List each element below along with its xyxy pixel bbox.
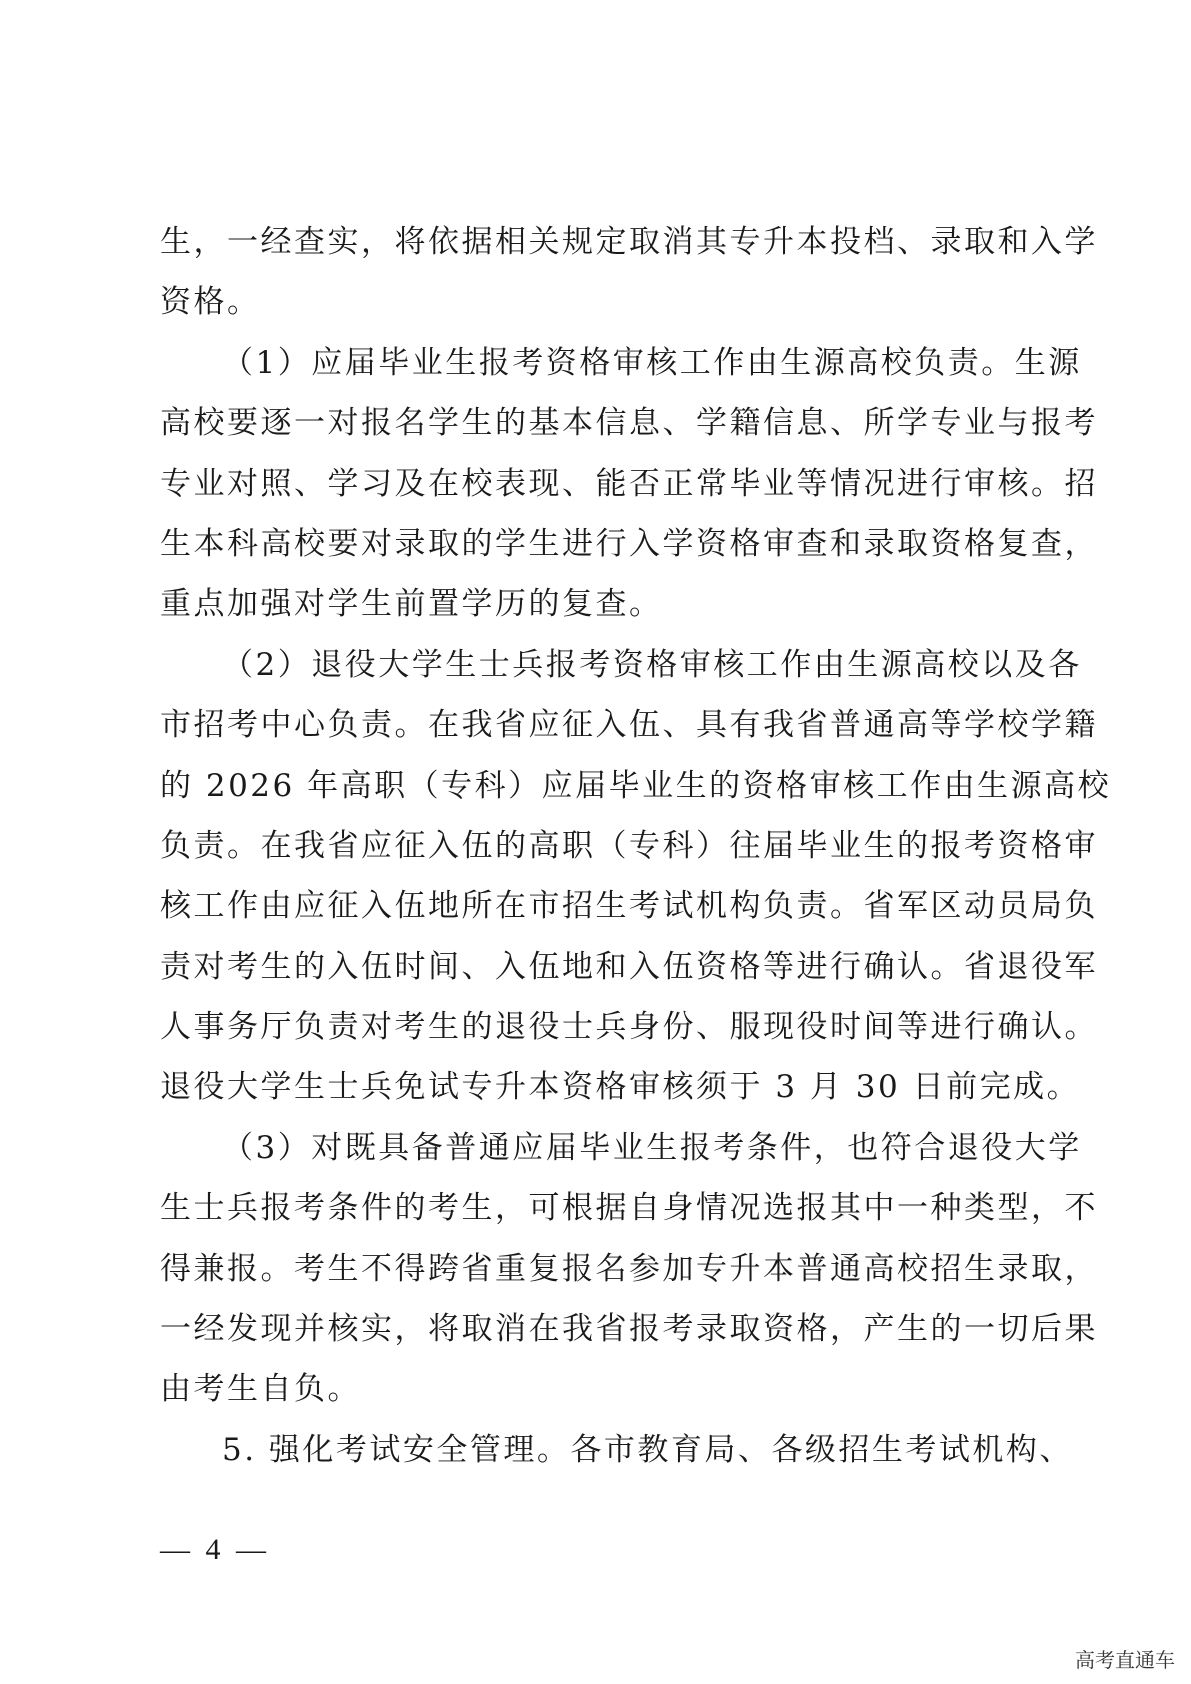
body-text [160, 212, 1112, 1480]
text-line: 生本科高校要对录取的学生进行入学资格审查和录取资格复查， [160, 525, 1098, 562]
text-line: 责对考生的入伍时间、入伍地和入伍资格等进行确认。省退役军 [160, 948, 1098, 985]
watermark: 高考直通车 [1071, 1646, 1179, 1674]
text-line: 得兼报。考生不得跨省重复报名参加专升本普通高校招生录取， [160, 1250, 1098, 1287]
text-line: 市招考中心负责。在我省应征入伍、具有我省普通高等学校学籍 [160, 707, 1098, 744]
text-line: 5. 强化考试安全管理。各市教育局、各级招生考试机构、 [222, 1431, 1073, 1468]
text-line: 核工作由应征入伍地所在市招生考试机构负责。省军区动员局负 [160, 888, 1098, 925]
text-line: 人事务厅负责对考生的退役士兵身份、服现役时间等进行确认。 [160, 1009, 1098, 1046]
text-line: 高校要逐一对报名学生的基本信息、学籍信息、所学专业与报考 [160, 405, 1098, 442]
text-line: 负责。在我省应征入伍的高职（专科）往届毕业生的报考资格审 [160, 827, 1098, 864]
text-line: 重点加强对学生前置学历的复查。 [160, 586, 663, 623]
text-line: （1）应届毕业生报考资格审核工作由生源高校负责。生源 [222, 344, 1082, 381]
text-line: （3）对既具备普通应届毕业生报考条件，也符合退役大学 [222, 1129, 1082, 1166]
text-line: （2）退役大学生士兵报考资格审核工作由生源高校以及各 [222, 646, 1082, 683]
text-line: 专业对照、学习及在校表现、能否正常毕业等情况进行审核。招 [160, 465, 1098, 502]
text-line: 一经发现并核实，将取消在我省报考录取资格，产生的一切后果 [160, 1311, 1098, 1348]
text-line: 资格。 [160, 284, 261, 321]
text-line: 退役大学生士兵免试专升本资格审核须于 3 月 30 日前完成。 [160, 1069, 1081, 1106]
text-line: 由考生自负。 [160, 1371, 361, 1408]
text-line: 生，一经查实，将依据相关规定取消其专升本投档、录取和入学 [160, 224, 1098, 260]
text-line: 的 2026 年高职（专科）应届毕业生的资格审核工作由生源高校 [160, 767, 1112, 804]
text-line: 生士兵报考条件的考生，可根据自身情况选报其中一种类型，不 [160, 1190, 1098, 1227]
page-number: — 4 — [160, 1533, 270, 1566]
